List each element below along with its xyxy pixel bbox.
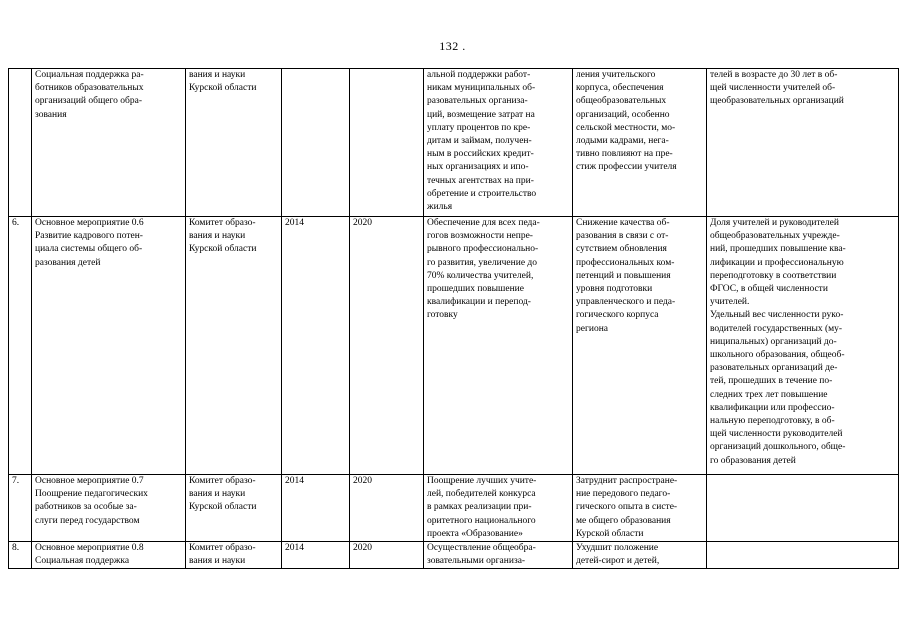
- page-number: 132 .: [439, 39, 466, 53]
- end-year-cell: 2020: [350, 542, 424, 569]
- executor-cell: Комитет образо- вания и науки: [186, 542, 282, 569]
- consequence-cell: Снижение качества об- разования в связи с от- сутствием обновления профессиональных ком- петенций и повышения уровня подготовки управленческого и педа- гогического корпуса региона: [573, 217, 707, 475]
- consequence-cell: Ухудшит положение детей-сирот и детей,: [573, 542, 707, 569]
- table-row: [9, 475, 899, 542]
- executor-cell: Комитет образо- вания и науки Курской области: [186, 475, 282, 542]
- start-year-cell: 2014: [282, 217, 350, 475]
- indicator-cell: [707, 475, 899, 542]
- end-year-cell: 2020: [350, 217, 424, 475]
- end-year-cell: [350, 69, 424, 217]
- table-row: [9, 217, 899, 475]
- event-name-cell: Основное мероприятие 0.8 Социальная поддержка: [32, 542, 186, 569]
- row-number-cell: 8.: [9, 542, 32, 569]
- event-name-cell: Социальная поддержка ра- ботников образовательных организаций общего обра- зования: [32, 69, 186, 217]
- start-year-cell: 2014: [282, 542, 350, 569]
- row-number-cell: 6.: [9, 217, 32, 475]
- expected-result-cell: Поощрение лучших учите- лей, победителей конкурса в рамках реализации при- оритетного национального проекта «Образование»: [424, 475, 573, 542]
- consequence-cell: ления учительского корпуса, обеспечения общеобразовательных организаций, особенно сельской местности, мо- лодыми кадрами, нега- тивно повлияют на пре- стиж профессии учителя: [573, 69, 707, 217]
- consequence-cell: Затруднит распростране- ние передового педаго- гического опыта в систе- ме общего образования Курской области: [573, 475, 707, 542]
- start-year-cell: [282, 69, 350, 217]
- table-row: [9, 69, 899, 217]
- expected-result-cell: Обеспечение для всех педа- гогов возможности непре- рывного профессионально- го развития, увеличение до 70% количества учителей, прошедших повышение квалификации и перепод- готовку: [424, 217, 573, 475]
- event-name-cell: Основное мероприятие 0.7 Поощрение педагогических работников за особые за- слуги перед государством: [32, 475, 186, 542]
- executor-cell: Комитет образо- вания и науки Курской области: [186, 217, 282, 475]
- expected-result-cell: альной поддержки работ- никам муниципальных об- разовательных организа- ций, возмещение затрат на уплату процентов по кре- дитам и займам, получен- ным в российских кредит- ных организациях и ипо- течных агентствах на при- обретение и строительство жилья: [424, 69, 573, 217]
- end-year-cell: 2020: [350, 475, 424, 542]
- indicator-cell: телей в возрасте до 30 лет в об- щей численности учителей об- щеобразовательных организаций: [707, 69, 899, 217]
- indicator-cell: Доля учителей и руководителей общеобразовательных учрежде- ний, прошедших повышение ква- лификации и профессиональную переподготовку в соответствии ФГОС, в общей численности учителей. Удельный вес численности руко- водителей государственных (му- ниципальных) организаций до- школьного образования, общеоб- разовательных организаций де- тей, прошедших в течение по- следних трех лет повышение квалификации или профессио- нальную переподготовку, в об- щей численности руководителей организаций дошкольного, обще- го образования детей: [707, 217, 899, 475]
- event-name-cell: Основное мероприятие 0.6 Развитие кадрового потен- циала системы общего об- разования детей: [32, 217, 186, 475]
- table-row: [9, 542, 899, 569]
- measures-table: [8, 68, 899, 569]
- row-number-cell: [9, 69, 32, 217]
- executor-cell: вания и науки Курской области: [186, 69, 282, 217]
- expected-result-cell: Осуществление общеобра- зовательными организа-: [424, 542, 573, 569]
- indicator-cell: [707, 542, 899, 569]
- start-year-cell: 2014: [282, 475, 350, 542]
- row-number-cell: 7.: [9, 475, 32, 542]
